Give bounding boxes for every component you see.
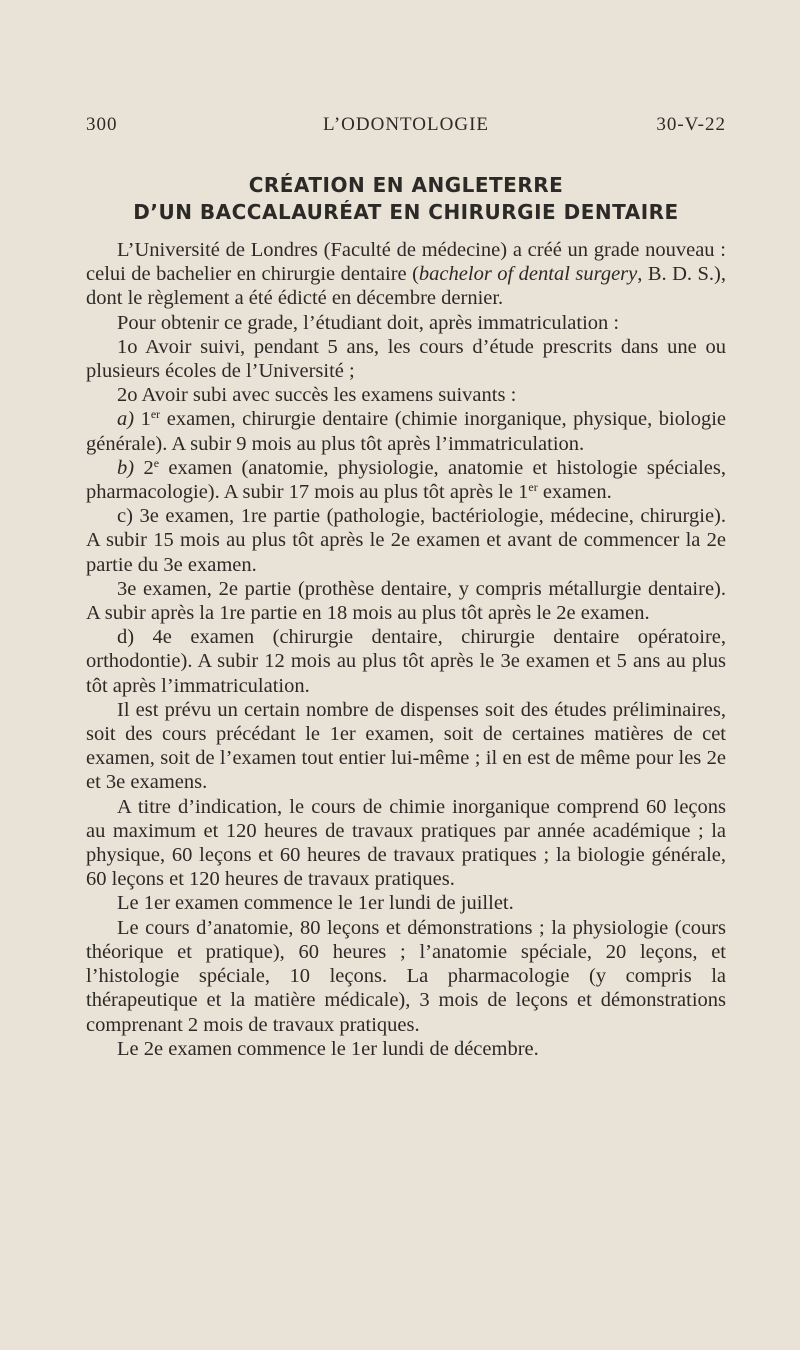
paragraph-exam-c-part2: 3e examen, 2e partie (prothèse dentaire, y compris métallurgie dentaire). A subir après la 1re partie en 18 mois au plus tôt après le 2e examen. (86, 577, 726, 625)
paragraph-anatomy-course: Le cours d’anatomie, 80 leçons et démonstrations ; la physiologie (cours théorique et pratique), 60 heures ; l’anatomie spéciale, 20 leçons, et l’histologie spéciale, 10 leçons. La pharmacologie (y compris la thérapeutique et la matière médicale), 3 mois de leçons et démonstrations comprenant 2 mois de travaux pratiques. (86, 916, 726, 1036)
paragraph-second-exam-date: Le 2e examen commence le 1er lundi de décembre. (117, 1037, 539, 1060)
paragraph-first-exam-date: Le 1er examen commence le 1er lundi de juillet. (117, 892, 514, 915)
paragraph-exam-c: c) 3e examen, 1re partie (pathologie, bactériologie, médecine, chirurgie). A subir 15 mois au plus tôt après le 2e examen et avant de commencer la 2e partie du 3e examen. (86, 505, 726, 576)
article-body (86, 238, 726, 1061)
paragraph-condition-2: 2o Avoir subi avec succès les examens suivants : (117, 384, 517, 407)
title-line-1: CRÉATION EN ANGLETERRE (248, 173, 564, 197)
paragraph-conditions: Pour obtenir ce grade, l’étudiant doit, après immatriculation : (117, 311, 620, 334)
paragraph-exam-a: a) 1er examen, chirurgie dentaire (chimie inorganique, physique, biologie générale). A subir 9 mois au plus tôt après l’immatriculation. (86, 407, 726, 455)
paragraph-condition-1: 1o Avoir suivi, pendant 5 ans, les cours d’étude prescrits dans une ou plusieurs écoles de l’Université ; (86, 335, 726, 383)
paragraph-exam-d: d) 4e examen (chirurgie dentaire, chirurgie dentaire opératoire, orthodontie). A subir 12 mois au plus tôt après le 3e examen et 5 ans au plus tôt après l’immatriculation. (86, 626, 726, 697)
paragraph-indication: A titre d’indication, le cours de chimie inorganique comprend 60 leçons au maximum et 120 heures de travaux pratiques par année académique ; la physique, 60 leçons et 60 heures de travaux pratiques ; la biologie générale, 60 leçons et 120 heures de travaux pratiques. (86, 795, 726, 891)
paragraph-exam-b: b) 2e examen (anatomie, physiologie, anatomie et histologie spéciales, pharmacologie). A subir 17 mois au plus tôt après le 1er examen. (86, 455, 726, 504)
paragraph-dispenses: Il est prévu un certain nombre de dispenses soit des études préliminaires, soit des cours précédant le 1er examen, soit de certaines matières de cet examen, soit de l’examen tout entier lui-même ; il en est de même pour les 2e et 3e examens. (86, 698, 726, 794)
page-number: 300 (86, 114, 118, 135)
issue-date: 30-V-22 (656, 114, 726, 135)
title-line-2: D’UN BACCALAURÉAT EN CHIRURGIE DENTAIRE (133, 200, 679, 224)
running-title: L’ODONTOLOGIE (322, 114, 490, 135)
article-title (86, 172, 726, 226)
paragraph-intro: L’Université de Londres (Faculté de médecine) a créé un grade nouveau : celui de bachelier en chirurgie dentaire (bachelor of dental surgery, B. D. S.), dont le règlement a été édicté en décembre dernier. (86, 239, 726, 310)
